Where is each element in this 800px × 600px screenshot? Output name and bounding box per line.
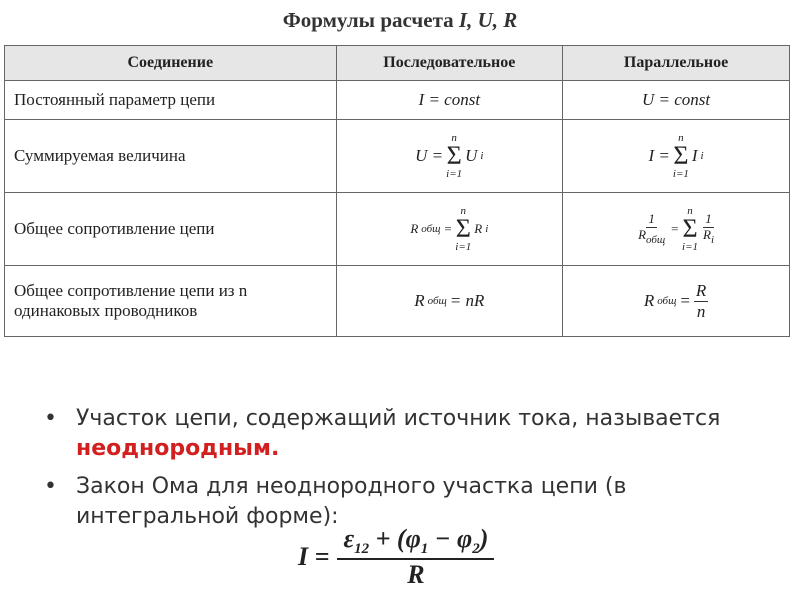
- ohm-law-formula: I = $\frac{\varepsilon_{12} + (\varphi_1 - \varphi_2)}{R}$: [298, 524, 494, 590]
- formulas-table: [4, 45, 790, 337]
- row-label: Общее сопротивление цепи: [5, 193, 337, 266]
- parallel-formula: R общ = $\frac{R}{n}$: [563, 266, 790, 337]
- bullet-list: [44, 404, 764, 540]
- header-series: Последовательное: [336, 46, 563, 81]
- row-label: Общее сопротивление цепи из n одинаковых проводников: [5, 266, 337, 337]
- series-formula: R общ = nR: [336, 266, 563, 337]
- series-formula: R общ = n Σ i=1 R i: [336, 193, 563, 266]
- parallel-formula: U = const: [563, 81, 790, 120]
- highlight-term: неоднородным.: [76, 436, 280, 461]
- parallel-formula: $\frac{1}{R_{общ}}$ = n Σ i=1 $\frac{1}{R_i}$: [563, 193, 790, 266]
- row-label: Суммируемая величина: [5, 120, 337, 193]
- list-item: [44, 472, 764, 532]
- bullet-text: Участок цепи, содержащий источник тока, называется: [76, 406, 721, 431]
- series-formula: I = const: [336, 81, 563, 120]
- table-header-row: [5, 46, 790, 81]
- bullet-icon: •: [44, 474, 57, 499]
- table-row: [5, 193, 790, 266]
- bullet-icon: •: [44, 406, 57, 431]
- table-row: [5, 81, 790, 120]
- table-row: [5, 120, 790, 193]
- page-title: Формулы расчета I, U, R: [282, 8, 518, 32]
- series-formula: U = n Σ i=1 U i: [336, 120, 563, 193]
- bullet-text: Закон Ома для неоднородного участка цепи (в интегральной форме):: [76, 474, 627, 529]
- header-parallel: Параллельное: [563, 46, 790, 81]
- list-item: [44, 404, 764, 464]
- header-connection: Соединение: [5, 46, 337, 81]
- parallel-formula: I = n Σ i=1 I i: [563, 120, 790, 193]
- table-row: [5, 266, 790, 337]
- row-label: Постоянный параметр цепи: [5, 81, 337, 120]
